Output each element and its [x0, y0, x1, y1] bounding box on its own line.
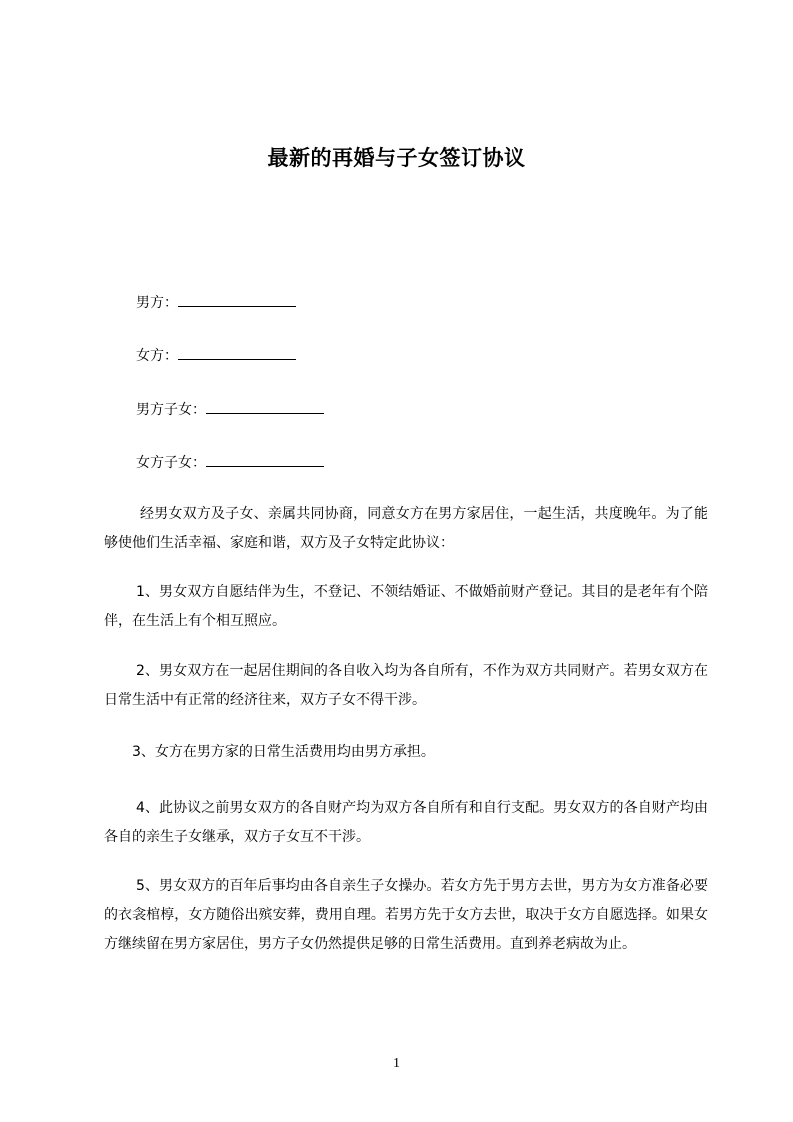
paragraph-clause-3: 3、女方在男方家的日常生活费用均由男方承担。	[132, 744, 435, 760]
paragraph-clause-2: 2、男女双方在一起居住期间的各自收入均为各自所有，不作为双方共同财产。若男女双方在日常生活中有正常的经济往来，双方子女不得干涉。	[104, 663, 708, 708]
field-husband-label: 男方：	[136, 295, 178, 311]
field-wife-label: 女方：	[136, 348, 178, 364]
field-wife-blank[interactable]	[178, 345, 296, 360]
field-wife-children-label: 女方子女：	[136, 455, 206, 471]
paragraph-clause-4: 4、此协议之前男女双方的各自财产均为双方各自所有和自行支配。男女双方的各自财产均由各自的亲生子女继承，双方子女互不干涉。	[104, 800, 708, 845]
field-wife-children-blank[interactable]	[206, 452, 324, 467]
field-husband-children	[136, 399, 324, 420]
field-wife	[136, 345, 296, 366]
document-title: 最新的再婚与子女签订协议	[267, 146, 526, 170]
field-husband-children-label: 男方子女：	[136, 402, 206, 418]
field-wife-children	[136, 452, 324, 473]
field-husband	[136, 292, 296, 313]
field-husband-blank[interactable]	[178, 292, 296, 307]
page-number: 1	[393, 1056, 400, 1071]
field-husband-children-blank[interactable]	[206, 399, 324, 414]
paragraph-clause-5: 5、男女双方的百年后事均由各自亲生子女操办。若女方先于男方去世，男方为女方准备必要的衣衾棺椁，女方随俗出殡安葬，费用自理。若男方先于女方去世，取决于女方自愿选择。如果女方继续留在男方家居住，男方子女仍然提供足够的日常生活费用。直到养老病故为止。	[104, 878, 708, 952]
paragraph-clause-1: 1、男女双方自愿结伴为生，不登记、不领结婚证、不做婚前财产登记。其目的是老年有个陪伴，在生活上有个相互照应。	[104, 584, 708, 629]
paragraph-intro: 经男女双方及子女、亲属共同协商，同意女方在男方家居住，一起生活，共度晚年。为了能够使他们生活幸福、家庭和谐，双方及子女特定此协议：	[104, 506, 708, 551]
